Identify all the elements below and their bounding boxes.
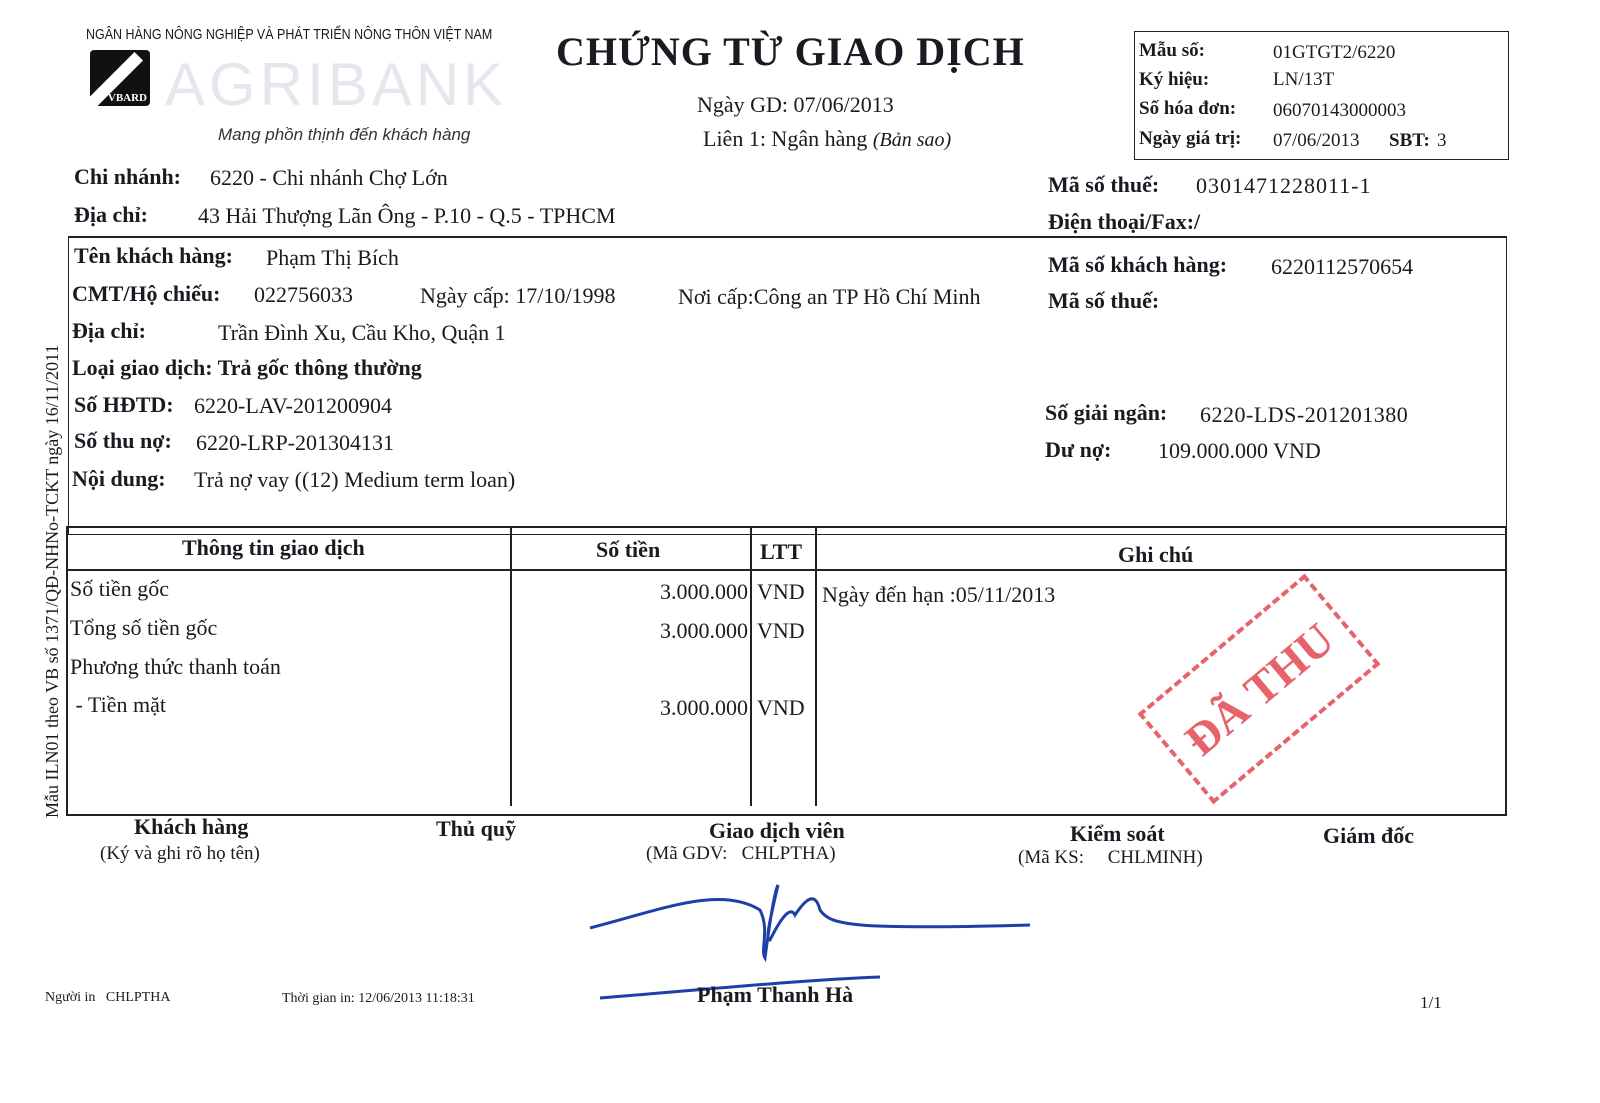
row-info: Phương thức thanh toán: [70, 654, 281, 679]
disbursement-number: 6220-LDS-201201380: [1200, 402, 1409, 427]
row-note: Ngày đến hạn :05/11/2013: [822, 582, 1056, 607]
ky-hieu-label: Ký hiệu:: [1139, 69, 1210, 90]
row-info: Tổng số tiền gốc: [70, 615, 218, 640]
sig-teller: Giao dịch viên: [709, 818, 845, 843]
sbt-label: SBT:: [1389, 130, 1430, 151]
row-currency: VND: [757, 579, 805, 604]
sbt: 3: [1437, 130, 1447, 151]
mau-so: 01GTGT2/6220: [1273, 42, 1396, 63]
customer-code: 6220112570654: [1271, 254, 1414, 279]
ky-hieu: LN/13T: [1273, 69, 1335, 90]
row-amount: 3.000.000: [660, 618, 748, 643]
disbursement-label: Số giải ngân:: [1045, 400, 1168, 425]
print-time: Thời gian in: 12/06/2013 11:18:31: [282, 991, 475, 1006]
slogan: Mang phồn thịnh đến khách hàng: [218, 125, 471, 144]
header-info: Thông tin giao dịch: [182, 535, 365, 560]
invoice-info-box: [1134, 31, 1509, 160]
collection-label: Số thu nợ:: [74, 428, 172, 453]
row-info: - Tiền mặt: [70, 692, 166, 717]
sig-director: Giám đốc: [1323, 823, 1415, 848]
row-currency: VND: [757, 695, 805, 720]
form-reference-side-text: Mẫu ILN01 theo VB số 1371/QĐ-NHNo-TCKT ngày 16/11/2011: [42, 344, 62, 818]
header-note: Ghi chú: [1118, 542, 1194, 567]
logo-letters: VBARD: [107, 92, 147, 104]
balance: 109.000.000 VND: [1158, 438, 1321, 463]
branch-tax-label: Mã số thuế:: [1048, 172, 1160, 197]
branch-tax: 0301471228011-1: [1196, 173, 1372, 198]
branch-label: Chi nhánh:: [74, 164, 182, 189]
branch-phone-label: Điện thoại/Fax:/: [1048, 209, 1201, 234]
stamp-text: ĐÃ THU: [1174, 612, 1344, 766]
customer-name: Phạm Thị Bích: [266, 245, 399, 270]
row-amount: 3.000.000: [660, 579, 748, 604]
sig-customer: Khách hàng: [134, 814, 249, 839]
invoice-number: 06070143000003: [1273, 100, 1406, 121]
issue-place: Công an TP Hồ Chí Minh: [753, 284, 981, 309]
content-label: Nội dung:: [72, 466, 166, 491]
customer-address-label: Địa chỉ:: [72, 318, 146, 343]
contract-number: 6220-LAV-201200904: [194, 393, 393, 418]
branch-address-label: Địa chỉ:: [74, 202, 148, 227]
copy-label: Liên 1: Ngân hàng: [703, 126, 868, 151]
document-title: CHỨNG TỪ GIAO DỊCH: [556, 29, 1025, 74]
collection-number: 6220-LRP-201304131: [196, 430, 394, 455]
issue-place-label: Nơi cấp:: [678, 284, 754, 309]
date-label: Ngày GD:: [697, 92, 789, 117]
value-date-label: Ngày giá trị:: [1139, 128, 1242, 149]
customer-code-label: Mã số khách hàng:: [1048, 252, 1228, 277]
invoice-number-label: Số hóa đơn:: [1139, 98, 1237, 119]
id-label: CMT/Hộ chiếu:: [72, 281, 221, 306]
id-number: 022756033: [254, 282, 353, 307]
content: Trả nợ vay ((12) Medium term loan): [194, 467, 516, 492]
header-currency: LTT: [760, 539, 803, 564]
transaction-type-label: Loại giao dịch:: [72, 355, 213, 380]
transaction-type: Trả gốc thông thường: [217, 355, 422, 380]
bank-logo: [90, 50, 150, 106]
issue-date: 17/10/1998: [515, 283, 616, 308]
page-number: 1/1: [1420, 993, 1442, 1012]
copy-note: (Bản sao): [872, 129, 952, 151]
row-info: Số tiền gốc: [70, 576, 169, 601]
contract-label: Số HĐTD:: [74, 392, 174, 417]
sig-controller: Kiểm soát: [1070, 821, 1165, 846]
transaction-date: 07/06/2013: [793, 92, 894, 117]
customer-name-label: Tên khách hàng:: [74, 243, 233, 268]
row-amount: 3.000.000: [660, 695, 748, 720]
agribank-wordmark: AGRIBANK: [165, 51, 508, 118]
customer-tax-label: Mã số thuế:: [1048, 288, 1160, 313]
value-date: 07/06/2013: [1273, 130, 1360, 151]
bank-name: NGÂN HÀNG NÔNG NGHIỆP VÀ PHÁT TRIỂN NÔNG THÔN VIỆT NAM: [86, 27, 493, 43]
mau-so-label: Mẫu số:: [1139, 40, 1205, 61]
sig-customer-note: (Ký và ghi rõ họ tên): [100, 843, 260, 864]
header-amount: Số tiền: [596, 537, 661, 562]
signer-name: Phạm Thanh Hà: [697, 982, 854, 1007]
row-currency: VND: [757, 618, 805, 643]
sig-controller-note: (Mã KS: CHLMINH): [1018, 847, 1203, 868]
sig-cashier: Thủ quỹ: [436, 816, 517, 841]
customer-address: Trần Đình Xu, Cầu Kho, Quận 1: [218, 320, 506, 345]
issue-date-label: Ngày cấp:: [420, 283, 510, 308]
sig-teller-note: (Mã GDV: CHLPTHA): [646, 843, 836, 864]
printed-by: Người in CHLPTHA: [45, 990, 171, 1005]
branch: 6220 - Chi nhánh Chợ Lớn: [210, 165, 448, 190]
balance-label: Dư nợ:: [1045, 437, 1112, 462]
branch-address: 43 Hải Thượng Lãn Ông - P.10 - Q.5 - TPHCM: [198, 203, 616, 228]
